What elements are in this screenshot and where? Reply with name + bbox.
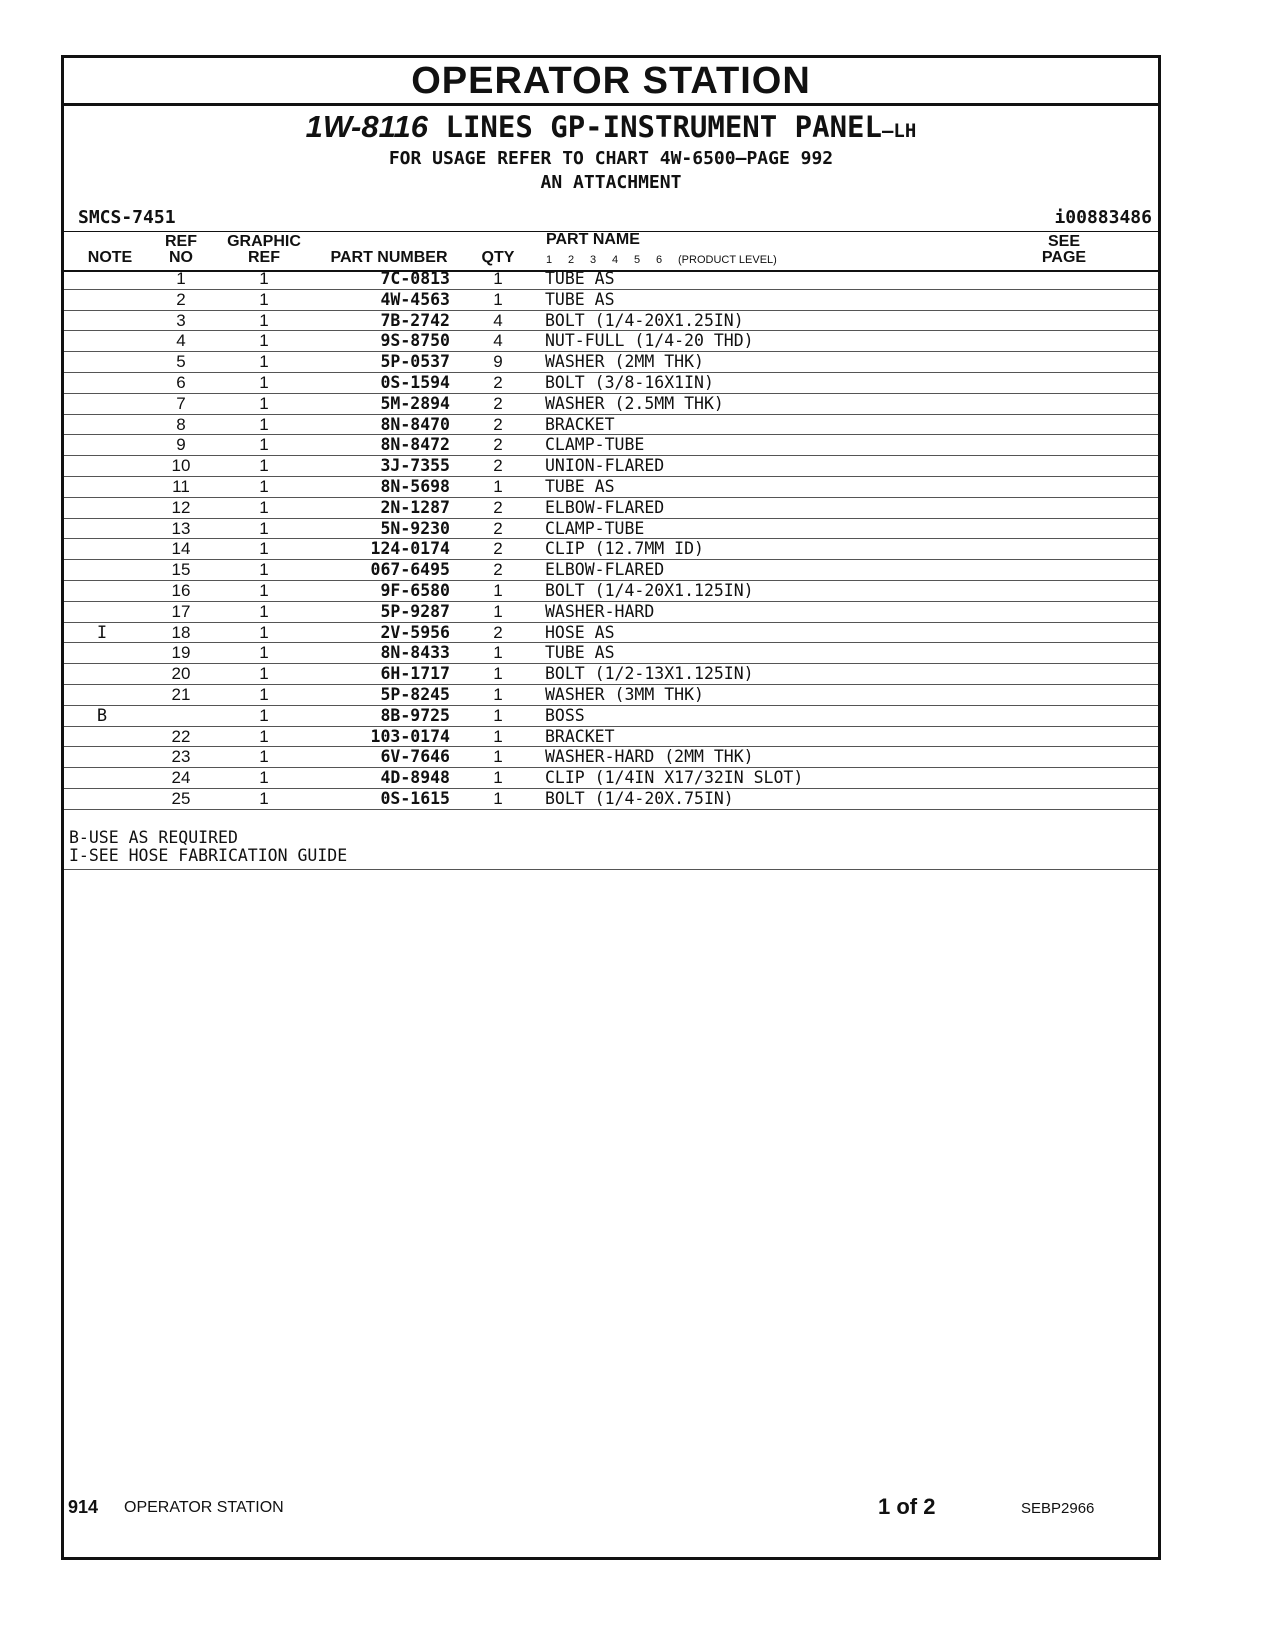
row-qty: 1: [493, 601, 503, 621]
col-part-name: PART NAME: [546, 231, 640, 248]
notes-block: [69, 829, 347, 865]
product-level-6: 6: [656, 254, 663, 266]
row-part-number: 9S-8750: [380, 331, 450, 351]
row-graphic-ref: 1: [259, 393, 269, 413]
row-part-number: 103-0174: [370, 726, 450, 746]
row-ref-no: 13: [171, 518, 191, 538]
row-graphic-ref: 1: [259, 497, 269, 517]
row-part-name: WASHER-HARD: [545, 601, 655, 621]
product-level-3: 3: [590, 254, 597, 266]
row-part-number: 7C-0813: [380, 269, 450, 288]
page-number: 914: [68, 1497, 99, 1517]
table-row: [64, 373, 1158, 394]
product-level-5: 5: [634, 254, 641, 266]
row-qty: 1: [493, 289, 503, 309]
row-part-number: 8N-5698: [380, 476, 450, 496]
col-ref-line1: REF: [165, 233, 197, 250]
row-ref-no: 16: [171, 580, 191, 600]
group-suffix: —LH: [881, 120, 917, 142]
row-ref-no: 2: [176, 289, 186, 309]
row-graphic-ref: 1: [259, 788, 269, 808]
table-header: [64, 231, 1158, 272]
row-ref-no: 8: [176, 414, 186, 434]
row-qty: 1: [493, 664, 503, 684]
product-level-1: 1: [546, 254, 553, 266]
publication-number: SEBP2966: [1021, 1500, 1095, 1517]
col-graphic-line2: REF: [248, 249, 280, 266]
row-qty: 1: [493, 747, 503, 767]
row-part-number: 5P-9287: [380, 601, 450, 621]
table-row: [64, 290, 1158, 311]
row-qty: 9: [493, 352, 503, 372]
row-part-name: CLAMP-TUBE: [545, 435, 645, 455]
table-row: [64, 456, 1158, 477]
table-row: [64, 581, 1158, 602]
row-part-name: UNION-FLARED: [545, 456, 665, 476]
row-part-number: 5P-0537: [380, 352, 450, 372]
table-row: [64, 768, 1158, 789]
row-graphic-ref: 1: [259, 768, 269, 788]
row-ref-no: 3: [176, 310, 186, 330]
table-row: [64, 706, 1158, 727]
row-part-number: 2V-5956: [380, 622, 450, 642]
row-qty: 1: [493, 768, 503, 788]
row-graphic-ref: 1: [259, 643, 269, 663]
row-ref-no: 6: [176, 372, 186, 392]
page-position: 1 of 2: [878, 1494, 936, 1519]
row-qty: 1: [493, 684, 503, 704]
row-qty: 2: [493, 560, 503, 580]
row-graphic-ref: 1: [259, 372, 269, 392]
smcs-code: SMCS-7451: [78, 207, 176, 228]
table-row: [64, 664, 1158, 685]
row-ref-no: 17: [171, 601, 191, 621]
row-graphic-ref: 1: [259, 747, 269, 767]
row-qty: 1: [493, 788, 503, 808]
row-note: B: [96, 705, 108, 726]
row-qty: 2: [493, 518, 503, 538]
row-ref-no: 25: [171, 788, 191, 808]
table-row: [64, 623, 1158, 644]
row-qty: 1: [493, 726, 503, 746]
col-note: NOTE: [87, 249, 133, 266]
row-ref-no: 15: [171, 560, 191, 580]
table-row: [64, 394, 1158, 415]
row-qty: 1: [493, 705, 503, 725]
row-part-number: 5P-8245: [380, 684, 450, 704]
row-part-name: WASHER (2.5MM THK): [545, 393, 724, 413]
row-part-name: TUBE AS: [545, 643, 615, 663]
row-qty: 2: [493, 497, 503, 517]
row-qty: 4: [493, 310, 503, 330]
row-qty: 2: [493, 622, 503, 642]
row-part-name: TUBE AS: [545, 269, 615, 288]
parts-table-body: [64, 269, 1158, 810]
row-part-name: BOLT (1/4-20X1.25IN): [545, 310, 744, 330]
row-part-name: BOLT (1/4-20X.75IN): [545, 788, 734, 808]
row-qty: 1: [493, 580, 503, 600]
row-part-number: 8N-8433: [380, 643, 450, 663]
row-ref-no: 11: [172, 476, 190, 496]
row-ref-no: 20: [171, 664, 191, 684]
row-graphic-ref: 1: [259, 352, 269, 372]
row-part-number: 5M-2894: [380, 393, 450, 413]
note-line: I-SEE HOSE FABRICATION GUIDE: [69, 846, 348, 865]
row-part-number: 7B-2742: [380, 310, 450, 330]
table-row: [64, 415, 1158, 436]
row-graphic-ref: 1: [259, 705, 269, 725]
row-part-name: BOSS: [545, 705, 585, 725]
row-part-number: 6V-7646: [380, 747, 450, 767]
row-part-number: 067-6495: [370, 560, 450, 580]
table-row: [64, 789, 1158, 810]
row-graphic-ref: 1: [259, 476, 269, 496]
row-part-number: 9F-6580: [380, 580, 450, 600]
col-qty: QTY: [481, 249, 515, 266]
row-ref-no: 12: [171, 497, 191, 517]
row-graphic-ref: 1: [259, 289, 269, 309]
table-row: [64, 519, 1158, 540]
row-part-number: 0S-1594: [380, 372, 450, 392]
row-qty: 2: [493, 372, 503, 392]
row-qty: 1: [493, 476, 503, 496]
table-row: [64, 539, 1158, 560]
product-level-2: 2: [568, 254, 575, 266]
note-line: B-USE AS REQUIRED: [69, 828, 238, 847]
row-part-name: HOSE AS: [545, 622, 615, 642]
row-qty: 1: [493, 269, 503, 288]
row-part-name: BRACKET: [545, 726, 615, 746]
row-ref-no: 18: [171, 622, 191, 642]
row-ref-no: 10: [171, 456, 191, 476]
row-part-number: 5N-9230: [380, 518, 450, 538]
row-graphic-ref: 1: [259, 622, 269, 642]
row-graphic-ref: 1: [259, 601, 269, 621]
row-ref-no: 24: [171, 768, 191, 788]
row-part-name: ELBOW-FLARED: [545, 560, 665, 580]
table-row: [64, 435, 1158, 456]
row-part-number: 8N-8470: [380, 414, 450, 434]
row-graphic-ref: 1: [259, 684, 269, 704]
table-row: [64, 331, 1158, 352]
row-graphic-ref: 1: [259, 269, 269, 288]
notes-divider: [64, 869, 1158, 870]
row-part-number: 4D-8948: [380, 768, 450, 788]
row-graphic-ref: 1: [259, 539, 269, 559]
table-row: [64, 747, 1158, 768]
row-graphic-ref: 1: [259, 310, 269, 330]
row-part-number: 8N-8472: [380, 435, 450, 455]
row-qty: 2: [493, 393, 503, 413]
table-row: [64, 352, 1158, 373]
row-graphic-ref: 1: [259, 414, 269, 434]
row-qty: 2: [493, 456, 503, 476]
section-title: OPERATOR STATION: [64, 58, 1158, 106]
table-row: [64, 602, 1158, 623]
table-row: [64, 311, 1158, 332]
row-note: I: [96, 622, 108, 643]
row-part-name: NUT-FULL (1/4-20 THD): [545, 331, 754, 351]
row-graphic-ref: 1: [259, 518, 269, 538]
table-row: [64, 560, 1158, 581]
row-part-name: WASHER (3MM THK): [545, 684, 704, 704]
row-part-number: 3J-7355: [380, 456, 450, 476]
row-part-name: TUBE AS: [545, 289, 615, 309]
page-frame: [61, 55, 1161, 1560]
row-ref-no: 23: [171, 747, 191, 767]
row-part-number: 2N-1287: [380, 497, 450, 517]
product-level-4: 4: [612, 254, 619, 266]
group-type: AN ATTACHMENT: [540, 172, 682, 193]
row-graphic-ref: 1: [259, 456, 269, 476]
row-ref-no: 5: [176, 352, 186, 372]
row-part-name: ELBOW-FLARED: [545, 497, 665, 517]
row-ref-no: 7: [176, 393, 186, 413]
footer-section: OPERATOR STATION: [124, 1499, 284, 1516]
row-graphic-ref: 1: [259, 560, 269, 580]
row-part-name: CLAMP-TUBE: [545, 518, 645, 538]
col-graphic-line1: GRAPHIC: [227, 233, 301, 250]
product-level-legend: [546, 254, 777, 266]
table-row: [64, 269, 1158, 290]
row-part-name: BOLT (1/4-20X1.125IN): [545, 580, 754, 600]
group-heading: [64, 111, 1158, 147]
row-ref-no: 14: [171, 539, 191, 559]
row-part-name: CLIP (12.7MM ID): [545, 539, 704, 559]
row-graphic-ref: 1: [259, 726, 269, 746]
col-see-page-line1: SEE: [1047, 233, 1080, 250]
row-part-number: 6H-1717: [380, 664, 450, 684]
usage-reference: FOR USAGE REFER TO CHART 4W-6500—PAGE 992: [388, 148, 834, 169]
row-ref-no: 19: [171, 643, 191, 663]
row-part-name: CLIP (1/4IN X17/32IN SLOT): [545, 768, 804, 788]
row-part-number: 8B-9725: [380, 705, 450, 725]
table-row: [64, 727, 1158, 748]
product-level-label: (PRODUCT LEVEL): [678, 254, 777, 266]
group-part-number: 1W-8116: [305, 109, 429, 144]
row-part-number: 124-0174: [370, 539, 450, 559]
illustration-id: i00883486: [1054, 207, 1152, 228]
row-ref-no: 4: [176, 331, 186, 351]
row-graphic-ref: 1: [259, 331, 269, 351]
row-qty: 2: [493, 414, 503, 434]
row-ref-no: 1: [176, 269, 186, 288]
row-graphic-ref: 1: [259, 435, 269, 455]
row-qty: 2: [493, 435, 503, 455]
col-ref-line2: NO: [169, 249, 193, 266]
table-row: [64, 477, 1158, 498]
row-part-name: WASHER (2MM THK): [545, 352, 704, 372]
row-part-name: BOLT (1/2-13X1.125IN): [545, 664, 754, 684]
row-part-number: 0S-1615: [380, 788, 450, 808]
row-graphic-ref: 1: [259, 664, 269, 684]
row-qty: 2: [493, 539, 503, 559]
row-qty: 4: [493, 331, 503, 351]
row-ref-no: 21: [171, 684, 191, 704]
row-part-name: BOLT (3/8-16X1IN): [545, 372, 714, 392]
row-part-name: TUBE AS: [545, 476, 615, 496]
table-row: [64, 685, 1158, 706]
row-part-name: BRACKET: [545, 414, 615, 434]
table-row: [64, 643, 1158, 664]
col-see-page-line2: PAGE: [1041, 249, 1087, 266]
row-graphic-ref: 1: [259, 580, 269, 600]
row-ref-no: 9: [176, 435, 186, 455]
group-name: LINES GP-INSTRUMENT PANEL: [445, 110, 882, 144]
row-part-number: 4W-4563: [380, 289, 450, 309]
row-ref-no: 22: [171, 726, 191, 746]
table-row: [64, 498, 1158, 519]
row-qty: 1: [493, 643, 503, 663]
row-part-name: WASHER-HARD (2MM THK): [545, 747, 754, 767]
col-part-number: PART NUMBER: [330, 249, 448, 266]
